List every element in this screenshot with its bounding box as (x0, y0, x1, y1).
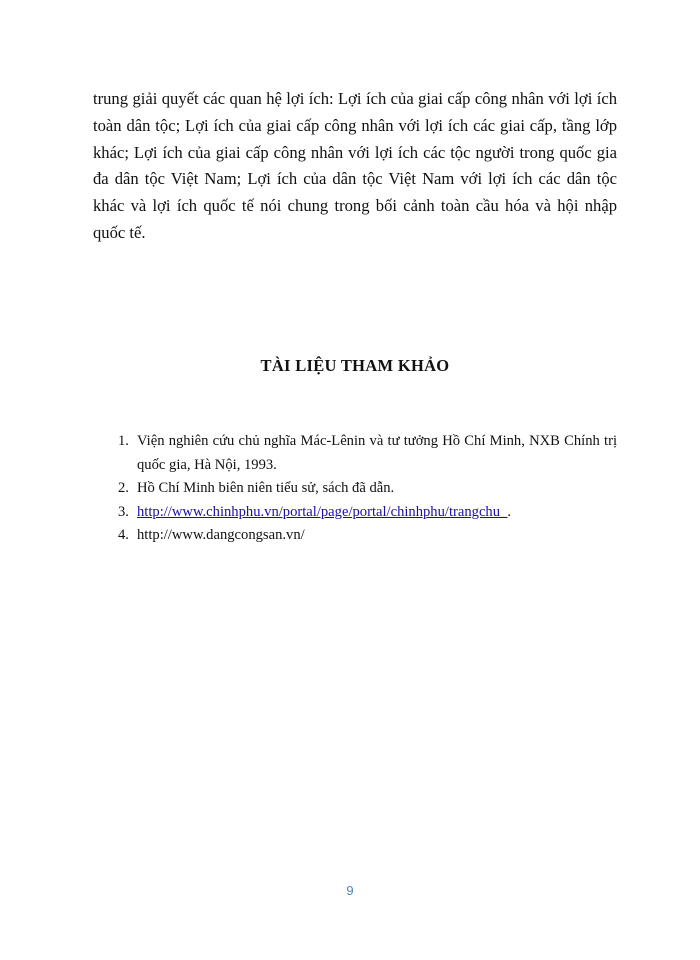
reference-text: Viện nghiên cứu chủ nghĩa Mác-Lênin và tư tưởng Hồ Chí Minh, NXB Chính trị quốc gia, Hà Nội, 1993. (137, 433, 617, 473)
reference-number: 2. (118, 480, 129, 496)
reference-link[interactable]: http://www.chinhphu.vn/portal/page/portal/chinhphu/trangchu_ (137, 503, 508, 520)
page-number: 9 (346, 883, 354, 898)
reference-item (118, 501, 617, 525)
reference-item (118, 524, 617, 548)
body-paragraph: trung giải quyết các quan hệ lợi ích: Lợi ích của giai cấp công nhân với lợi ích toàn dân tộc; Lợi ích của giai cấp công nhân với lợi ích các giai cấp, tầng lớp khác; Lợi ích của giai cấp công nhân với lợi ích các tộc người trong quốc gia đa dân tộc Việt Nam; Lợi ích của dân tộc Việt Nam với lợi ích các dân tộc khác và lợi ích quốc tế nói chung trong bối cảnh toàn cầu hóa và hội nhập quốc tế. (93, 89, 617, 242)
reference-number: 3. (118, 503, 129, 520)
reference-text: http://www.dangcongsan.vn/ (137, 527, 305, 543)
reference-suffix: . (507, 503, 511, 520)
reference-item (118, 477, 617, 501)
reference-number: 4. (118, 527, 129, 543)
reference-item (118, 430, 617, 477)
reference-text: Hồ Chí Minh biên niên tiểu sử, sách đã dẫn. (137, 480, 395, 496)
reference-number: 1. (118, 433, 129, 449)
references-heading: TÀI LIỆU THAM KHẢO (260, 356, 450, 375)
references-list (118, 430, 617, 548)
